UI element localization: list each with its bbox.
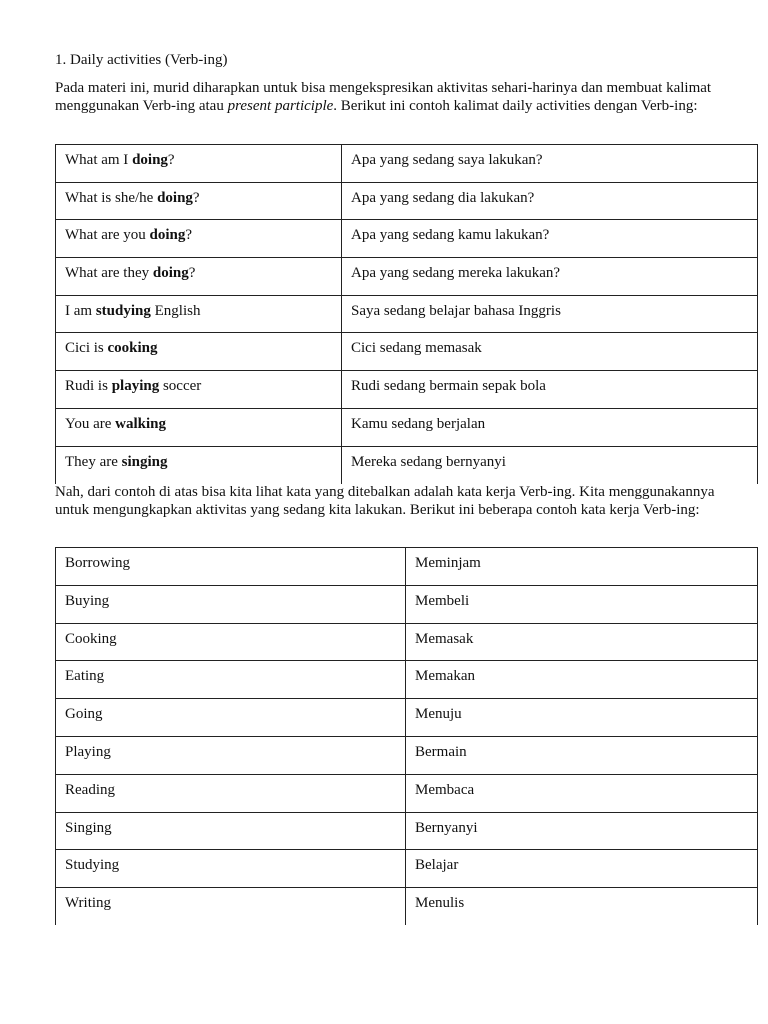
section-heading: 1. Daily activities (Verb-ing)	[55, 52, 228, 68]
translation-cell: Mereka sedang bernyanyi	[342, 446, 758, 484]
english-verb-cell: Singing	[56, 812, 406, 850]
verb-ing-word: doing	[132, 152, 168, 168]
verb-ing-word: cooking	[107, 340, 158, 357]
translation-cell: Kamu sedang berjalan	[342, 408, 758, 446]
sentence-text: What is she/he	[65, 189, 158, 206]
indonesian-verb-cell: Bermain	[406, 736, 758, 774]
intro-text-2: . Berikut ini contoh kalimat daily activities dengan Verb-ing:	[333, 98, 698, 114]
example-sentence-cell	[56, 446, 342, 484]
examples-table	[55, 144, 758, 484]
intro-text-1: Pada materi ini, murid diharapkan untuk bisa mengekspresikan aktivitas sehari-harinya dan membuat kalimat menggunakan Verb-ing atau	[55, 80, 712, 114]
indonesian-verb-cell: Memakan	[406, 661, 758, 699]
table-row	[56, 736, 758, 774]
verb-ing-word: playing	[111, 378, 160, 395]
translation-cell: Apa yang sedang dia lakukan?	[342, 182, 758, 220]
sentence-text: ?	[185, 227, 193, 244]
example-sentence-cell	[56, 258, 342, 296]
table-row	[56, 812, 758, 850]
translation-cell: Saya sedang belajar bahasa Inggris	[342, 295, 758, 333]
sentence-text: Rudi is	[65, 378, 112, 395]
english-verb-cell: Eating	[56, 661, 406, 699]
english-verb-cell: Playing	[56, 736, 406, 774]
example-sentence-cell	[56, 408, 342, 446]
translation-cell: Apa yang sedang mereka lakukan?	[342, 258, 758, 296]
translation-cell: Cici sedang memasak	[342, 333, 758, 371]
sentence-text: They are	[65, 453, 122, 470]
english-verb-cell: Going	[56, 699, 406, 737]
verb-ing-word: walking	[115, 415, 167, 432]
intro-paragraph	[55, 79, 735, 115]
sentence-text: ?	[188, 265, 196, 282]
verb-ing-word: doing	[149, 227, 186, 244]
sentence-text: You are	[65, 415, 116, 432]
example-sentence-cell	[56, 182, 342, 220]
english-verb-cell: Studying	[56, 850, 406, 888]
verb-ing-word: studying	[95, 302, 151, 319]
example-sentence-cell	[56, 333, 342, 371]
verbs-table	[55, 547, 758, 925]
indonesian-verb-cell: Membeli	[406, 585, 758, 623]
english-verb-cell: Cooking	[56, 623, 406, 661]
indonesian-verb-cell: Belajar	[406, 850, 758, 888]
table-row	[56, 661, 758, 699]
translation-cell: Rudi sedang bermain sepak bola	[342, 371, 758, 409]
table-row	[56, 888, 758, 926]
sentence-text: English	[150, 302, 201, 319]
verb-ing-word: doing	[152, 265, 189, 282]
table-row	[56, 699, 758, 737]
table-row	[56, 774, 758, 812]
table-row	[56, 295, 758, 333]
english-verb-cell: Borrowing	[56, 548, 406, 586]
indonesian-verb-cell: Menuju	[406, 699, 758, 737]
table-row	[56, 182, 758, 220]
table-row	[56, 333, 758, 371]
english-verb-cell: Buying	[56, 585, 406, 623]
table-row	[56, 548, 758, 586]
table-row	[56, 145, 758, 183]
example-sentence-cell	[56, 371, 342, 409]
table-row	[56, 623, 758, 661]
indonesian-verb-cell: Memasak	[406, 623, 758, 661]
table-row	[56, 446, 758, 484]
table-row	[56, 371, 758, 409]
translation-cell: Apa yang sedang saya lakukan?	[342, 145, 758, 183]
intro-italic-term: present participle	[227, 98, 334, 114]
example-sentence-cell	[56, 145, 342, 183]
english-verb-cell: Writing	[56, 888, 406, 926]
indonesian-verb-cell: Membaca	[406, 774, 758, 812]
table-row	[56, 585, 758, 623]
table-row	[56, 408, 758, 446]
verb-ing-word: singing	[121, 453, 168, 470]
english-verb-cell: Reading	[56, 774, 406, 812]
translation-cell: Apa yang sedang kamu lakukan?	[342, 220, 758, 258]
sentence-text: soccer	[159, 378, 202, 395]
example-sentence-cell	[56, 220, 342, 258]
indonesian-verb-cell: Bernyanyi	[406, 812, 758, 850]
sentence-text: I am	[65, 302, 96, 319]
sentence-text: What are you	[65, 227, 150, 244]
table-row	[56, 850, 758, 888]
verb-ing-word: doing	[157, 189, 193, 206]
sentence-text: Cici is	[65, 340, 108, 357]
indonesian-verb-cell: Menulis	[406, 888, 758, 926]
sentence-text: What are they	[65, 265, 153, 282]
indonesian-verb-cell: Meminjam	[406, 548, 758, 586]
table-row	[56, 258, 758, 296]
sentence-text: ?	[167, 152, 175, 168]
sentence-text: ?	[192, 189, 200, 206]
example-sentence-cell	[56, 295, 342, 333]
explanation-paragraph: Nah, dari contoh di atas bisa kita lihat kata yang ditebalkan adalah kata kerja Verb-ing. Kita menggunakannya untuk mengungkapkan aktivitas yang sedang kita lakukan. Berikut ini beberapa contoh kata kerja Verb-ing:	[55, 484, 715, 518]
sentence-text: What am I	[65, 152, 133, 168]
table-row	[56, 220, 758, 258]
